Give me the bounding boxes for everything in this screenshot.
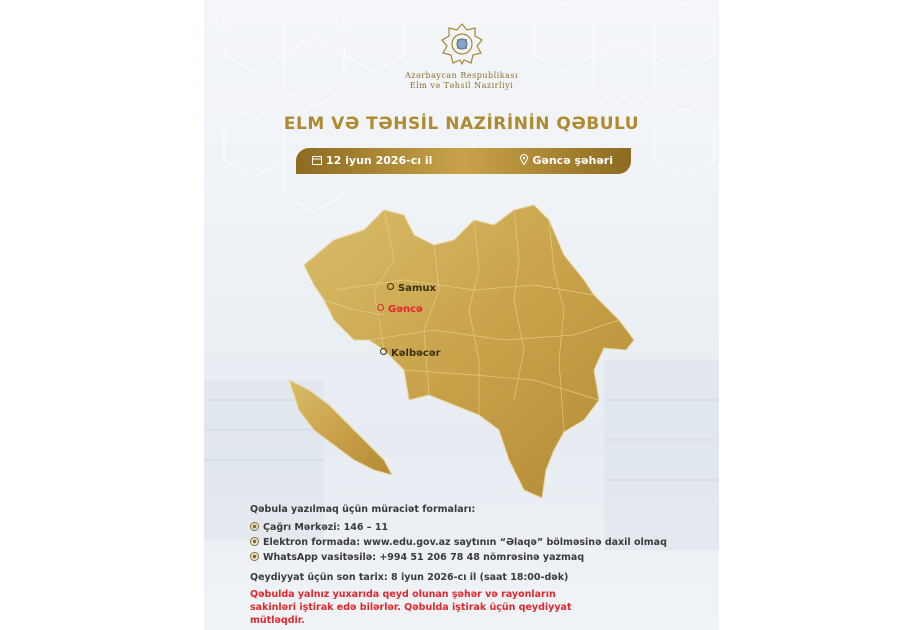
event-location-text: Gəncə şəhəri	[532, 154, 613, 167]
azerbaijan-map	[274, 200, 654, 500]
org-name-line2: Elm və Təhsil Nazirliyi	[409, 81, 514, 90]
warning-text: Qəbulda yalnız yuxarıda qeyd olunan şəhər və rayonların sakinləri iştirak edə bilərlər. Qəbulda iştirak üçün qeydiyyat mütləqdir.	[250, 589, 572, 626]
event-location	[520, 154, 613, 167]
info-item-online	[250, 537, 690, 548]
ministry-emblem-icon	[440, 22, 484, 66]
info-item-call-center	[250, 522, 690, 533]
info-item-text: Çağrı Mərkəzi: 146 – 11	[263, 522, 389, 533]
bullet-icon	[250, 537, 259, 546]
info-item-text: Elektron formada: www.edu.gov.az saytının “Əlaqə” bölməsinə daxil olmaq	[263, 537, 667, 548]
page-title: ELM VƏ TƏHSİL NAZİRİNİN QƏBULU	[283, 114, 640, 134]
info-item-whatsapp	[250, 552, 690, 563]
info-item-text: WhatsApp vasitəsilə: +994 51 206 78 48 nömrəsinə yazmaq	[263, 552, 585, 563]
map-city-kelbecer	[380, 348, 441, 359]
bullet-icon	[250, 522, 259, 531]
map-marker-icon	[387, 283, 394, 290]
poster	[204, 0, 719, 630]
date-location-band	[296, 148, 631, 174]
bullet-icon	[250, 552, 259, 561]
registration-deadline: Qeydiyyat üçün son tarix: 8 iyun 2026-cı il (saat 18:00-dək)	[250, 572, 569, 583]
event-date-text: 12 iyun 2026-cı il	[326, 154, 433, 167]
map-city-label: Kəlbəcər	[391, 348, 441, 359]
location-pin-icon	[520, 154, 528, 165]
map-city-label: Samux	[398, 283, 436, 294]
map-city-gence	[377, 304, 423, 315]
map-marker-icon	[377, 304, 384, 311]
map-city-label: Gəncə	[388, 304, 423, 315]
info-heading: Qəbula yazılmaq üçün müraciət formaları:	[250, 504, 476, 515]
event-date	[312, 154, 432, 167]
map-marker-icon	[380, 348, 387, 355]
calendar-icon	[312, 155, 322, 165]
org-name-line1: Azərbaycan Respublikası	[404, 71, 519, 80]
map-city-samux	[387, 283, 436, 294]
